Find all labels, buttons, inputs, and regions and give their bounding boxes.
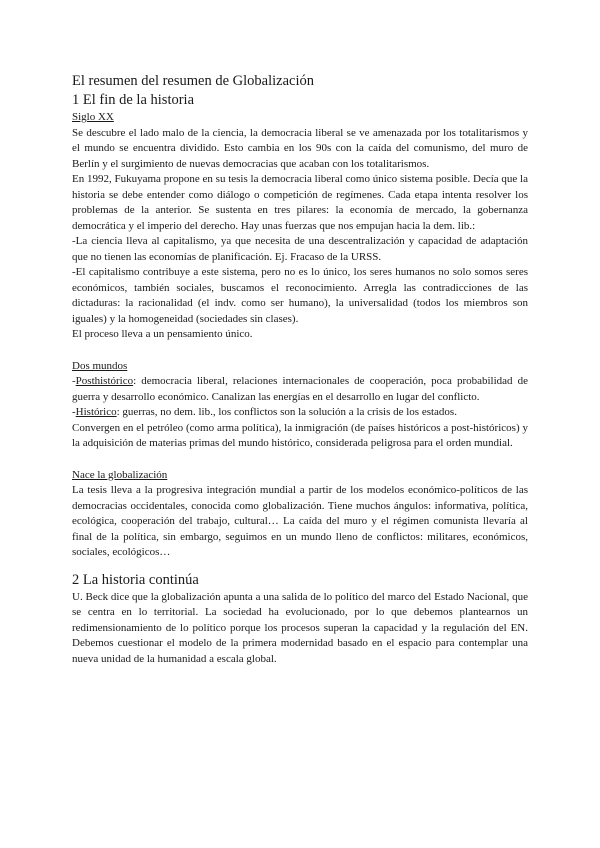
item-prefix: -	[72, 375, 76, 387]
document-title: El resumen del resumen de Globalización	[72, 73, 314, 89]
paragraph: -La ciencia lleva al capitalismo, ya que necesita de una descentralización y capacidad de adaptación que no tienen las economías de planificación. Ej. Fracaso de la URSS.	[72, 235, 528, 263]
list-item-historico	[72, 405, 528, 421]
item-prefix: -	[72, 406, 76, 418]
section-2-heading: 2 La historia continúa	[72, 571, 199, 588]
subheading-siglo-xx: Siglo XX	[72, 111, 114, 123]
paragraph: -El capitalismo contribuye a este sistema, pero no es lo único, los seres humanos no solo somos seres económicos, también sociales, buscamos el reconocimiento. Arregla las contradicciones de las dictaduras: la racionalidad (el indv. como ser humano), la universalidad (todos los miembros son iguales) y la homogeneidad (sociedades sin clases).	[72, 266, 528, 325]
paragraph: La tesis lleva a la progresiva integración mundial a partir de los modelos económico-políticos de las democracias occidentales, conocida como globalización. Tiene muchos ángulos: informativa, política, ecológica, cooperación del trabajo, cultural… La caída del muro y el régimen comunista llevaría al final de la política, sin embargo, seguimos en un mundo lleno de conflictos: militares, económicos, sociales, ecológicos…	[72, 484, 528, 558]
item-text: : guerras, no dem. lib., los conflictos son la solución a la crisis de los estados.	[116, 406, 457, 418]
document-body	[72, 72, 528, 667]
subheading-nace-globalizacion: Nace la globalización	[72, 468, 168, 481]
paragraph: En 1992, Fukuyama propone en su tesis la democracia liberal como único sistema posible. Decía que la historia se debe entender como diálogo o competición de regímenes. Cada etapa intenta resolver los problemas de la anterior. Se sustenta en tres pilares: la economía de mercado, la gobernanza democrática y el imperio del derecho. Hay unas fuerzas que nos empujan hacia la dem. lib.:	[72, 173, 528, 232]
paragraph: Convergen en el petróleo (como arma política), la inmigración (de países históricos a post-históricos) y la adquisición de materias primas del mundo histórico, considerada peligrosa para el orden mundial.	[72, 421, 528, 449]
paragraph: El proceso lleva a un pensamiento único.	[72, 328, 253, 340]
section-1-heading: 1 El fin de la historia	[72, 92, 195, 108]
subheading-dos-mundos: Dos mundos	[72, 359, 128, 372]
paragraph: U. Beck dice que la globalización apunta a una salida de lo político del marco del Estado Nacional, que se centra en lo territorial. La sociedad ha evolucionado, por lo que debemos plantearnos un redimensionamiento de lo político porque los procesos superan la capacidad y la regulación del EN. Debemos cuestionar el modelo de la primera modernidad basado en el espacio para contemplar una nueva unidad de la humanidad a escala global.	[72, 590, 528, 665]
paragraph: Se descubre el lado malo de la ciencia, la democracia liberal se ve amenazada por los totalitarismos y el mundo se encuentra dividido. Esto cambia en los 90s con la caída del comunismo, del muro de Berlín y el surgimiento de nuevas democracias que acaban con los totalitarismos.	[72, 126, 528, 170]
term-historico: Histórico	[75, 406, 117, 418]
list-item-posthistorico	[72, 374, 528, 405]
item-text: : democracia liberal, relaciones internacionales de cooperación, poca probabilidad de guerra y desarrollo económico. Canalizan las energías en el desarrollo en lugar del conflicto.	[72, 375, 528, 403]
term-posthistorico: Posthistórico	[75, 375, 134, 387]
